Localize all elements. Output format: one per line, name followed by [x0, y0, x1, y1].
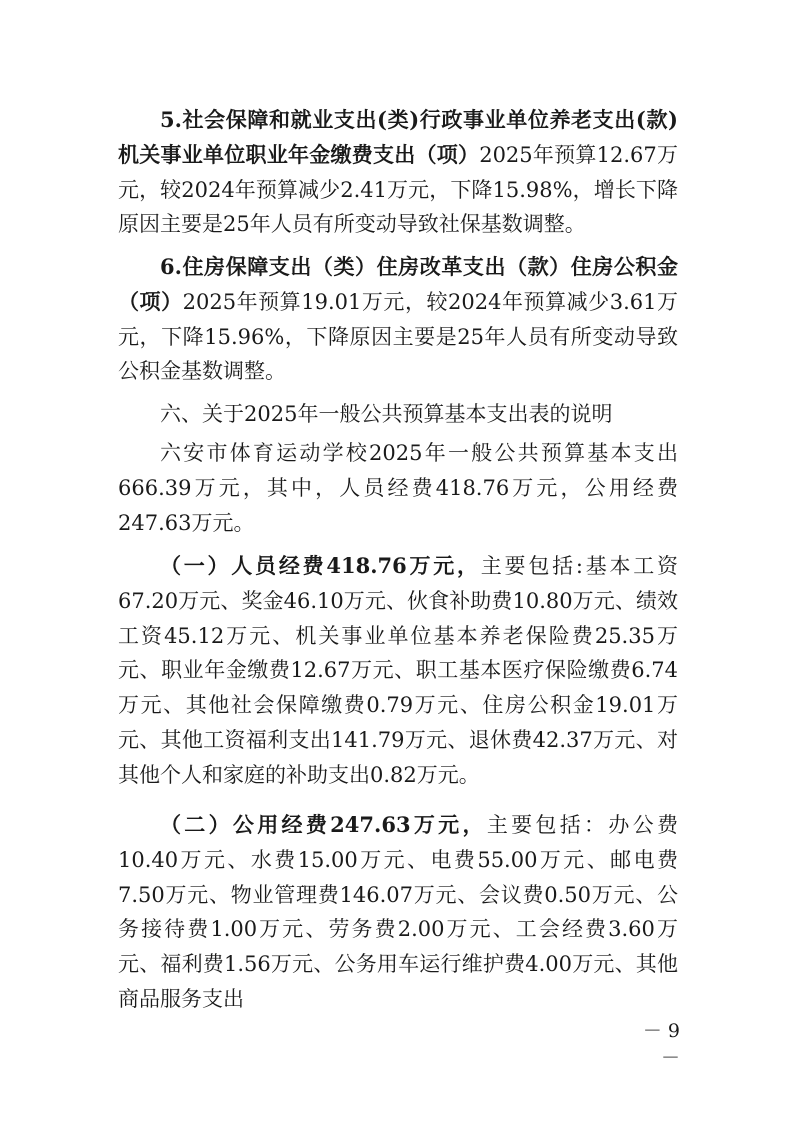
paragraph-social-security-body: 2025年预算12.67万元，较2024年预算减少2.41万元，下降15.98%，增长下降原因主要是25年人员有所变动导致社保基数调整。	[118, 142, 679, 237]
paragraph-housing-heading: 6.住房保障支出（类）住房改革支出（款）住房公积金（项）	[118, 254, 678, 314]
paragraph-public-heading: （二）公用经费247.63万元，	[160, 812, 487, 837]
paragraph-personnel-body: 主要包括:基本工资67.20万元、奖金46.10万元、伙食补助费10.80万元、绩效工资45.12万元、机关事业单位基本养老保险费25.35万元、职业年金缴费12.67万元、职工基本医疗保险缴费6.74万元、其他社会保障缴费0.79万元、住房公积金19.01万元、其他工资福利支出141.79万元、退休费42.37万元、对其他个人和家庭的补助支出0.82万元。	[118, 554, 678, 787]
page-number: － 9 －	[642, 1020, 680, 1069]
paragraph-basic-expenditure: 六安市体育运动学校2025年一般公共预算基本支出666.39万元，其中，人员经费418.76万元，公用经费247.63万元。	[118, 441, 678, 535]
paragraph-personnel-heading: （一）人员经费418.76万元，	[160, 553, 481, 578]
paragraph-housing-body: 2025年预算19.01万元，较2024年预算减少3.61万元，下降15.96%，下降原因主要是25年人员有所变动导致公积金基数调整。	[118, 289, 679, 384]
paragraph-public-body: 主要包括：办公费10.40万元、水费15.00万元、电费55.00万元、邮电费7.50万元、物业管理费146.07万元、会议费0.50万元、公务接待费1.00万元、劳务费2.00万元、工会经费3.60万元、福利费1.56万元、公务用车运行维护费4.00万元、其他商品服务支出	[118, 813, 678, 1011]
paragraph-social-security-heading: 5.社会保障和就业支出(类)行政事业单位养老支出(款)机关事业单位职业年金缴费支出（项）	[118, 107, 678, 167]
section-heading-6: 六、关于2025年一般公共预算基本支出表的说明	[160, 402, 613, 426]
paragraph-social-security	[118, 103, 678, 242]
paragraph-public-expenses	[118, 808, 678, 1017]
paragraph-personnel-expenses	[118, 549, 678, 793]
paragraph-housing	[118, 250, 678, 389]
